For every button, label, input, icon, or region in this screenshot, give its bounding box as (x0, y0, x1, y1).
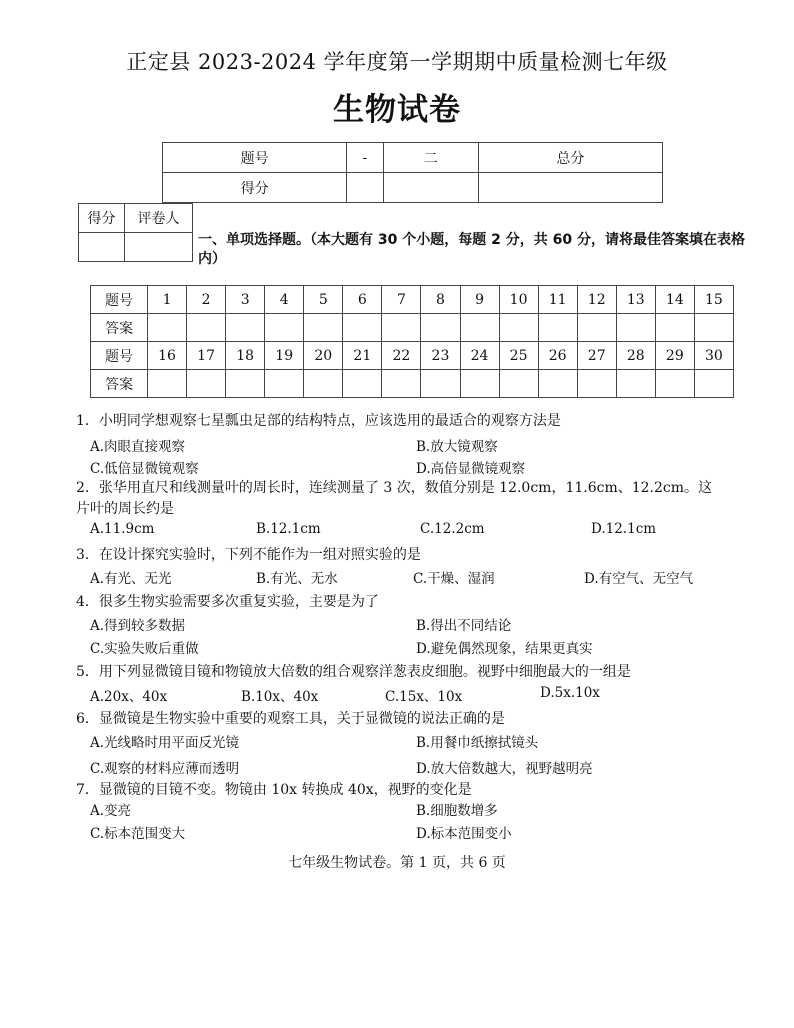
question-number-cell: 12 (577, 286, 616, 314)
answer-number-row (91, 286, 734, 314)
answer-option[interactable]: C.实验失败后重做 (90, 641, 199, 657)
answer-cell[interactable] (616, 314, 655, 342)
question-stem: 3．在设计探究实验时，下列不能作为一组对照实验的是 (76, 547, 421, 563)
question-stem: 6．显微镜是生物实验中重要的观察工具，关于显微镜的说法正确的是 (76, 711, 505, 727)
answer-cell[interactable] (577, 314, 616, 342)
answer-option[interactable]: A.11.9cm (90, 521, 155, 537)
answer-option[interactable]: A.有光、无光 (90, 571, 172, 587)
score-cell: 二 (383, 143, 478, 173)
answer-option[interactable]: A.20x、40x (90, 689, 168, 705)
question-stem: 2．张华用直尺和线测量叶的周长时，连续测量了 3 次，数值分别是 12.0cm，11.6cm、12.2cm。这 (76, 480, 713, 496)
question-number-cell: 16 (148, 342, 187, 370)
answer-option[interactable]: C.标本范围变大 (90, 826, 186, 842)
answer-cell[interactable] (655, 314, 694, 342)
answer-row-label: 题号 (91, 342, 148, 370)
answer-option[interactable]: C.15x、10x (385, 689, 463, 705)
answer-cell[interactable] (694, 314, 733, 342)
question-number-cell: 4 (265, 286, 304, 314)
answer-cell[interactable] (304, 314, 343, 342)
question-number-cell: 1 (148, 286, 187, 314)
question-number-cell: 28 (616, 342, 655, 370)
answer-cell[interactable] (382, 314, 421, 342)
answer-option[interactable]: D.高倍显微镜观察 (416, 461, 526, 477)
question-number-cell: 9 (460, 286, 499, 314)
answer-option[interactable]: C.干燥、湿润 (413, 571, 495, 587)
answer-option[interactable]: D.标本范围变小 (416, 826, 512, 842)
answer-cell[interactable] (148, 314, 187, 342)
score-cell[interactable] (383, 173, 478, 203)
answer-cell[interactable] (382, 370, 421, 398)
answer-cell[interactable] (499, 314, 538, 342)
answer-row-label: 答案 (91, 314, 148, 342)
question-number-cell: 17 (187, 342, 226, 370)
grader-blank-cell[interactable] (79, 233, 125, 262)
question-number-cell: 21 (343, 342, 382, 370)
answer-cell[interactable] (538, 314, 577, 342)
score-header-row (163, 143, 663, 173)
question-number-cell: 23 (421, 342, 460, 370)
answer-number-row (91, 342, 734, 370)
question-number-cell: 18 (226, 342, 265, 370)
answer-cell[interactable] (265, 370, 304, 398)
question-stem: 1．小明同学想观察七星瓢虫足部的结构特点，应该选用的最适合的观察方法是 (76, 413, 561, 429)
answer-row-label: 题号 (91, 286, 148, 314)
answer-option[interactable]: D.避免偶然现象，结果更真实 (416, 641, 593, 657)
answer-option[interactable]: B.用餐巾纸擦拭镜头 (416, 735, 539, 751)
answer-option[interactable]: B.有光、无水 (256, 571, 338, 587)
question-number-cell: 25 (499, 342, 538, 370)
answer-option[interactable]: C.观察的材料应薄而透明 (90, 761, 240, 777)
answer-option[interactable]: D.放大倍数越大，视野越明亮 (416, 761, 593, 777)
question-number-cell: 11 (538, 286, 577, 314)
question-stem: 4．很多生物实验需要多次重复实验，主要是为了 (76, 594, 379, 610)
answer-option[interactable]: A.肉眼直接观察 (90, 439, 186, 455)
question-number-cell: 27 (577, 342, 616, 370)
answer-option[interactable]: B.放大镜观察 (416, 439, 498, 455)
answer-option[interactable]: D.5x.10x (540, 685, 600, 701)
answer-cell[interactable] (538, 370, 577, 398)
answer-option[interactable]: C.低倍显微镜观察 (90, 461, 199, 477)
answer-cell[interactable] (577, 370, 616, 398)
exam-subtitle: 生物试卷 (333, 92, 461, 128)
question-number-cell: 13 (616, 286, 655, 314)
score-cell: 题号 (163, 143, 347, 173)
question-number-cell: 30 (694, 342, 733, 370)
question-number-cell: 6 (343, 286, 382, 314)
grader-label: 得分 (79, 204, 125, 233)
question-number-cell: 20 (304, 342, 343, 370)
exam-title: 正定县 2023-2024 学年度第一学期期中质量检测七年级 (126, 50, 668, 74)
score-cell: - (347, 143, 383, 173)
answer-input-row (91, 314, 734, 342)
question-number-cell: 7 (382, 286, 421, 314)
answer-option[interactable]: A.光线略时用平面反光镜 (90, 735, 240, 751)
question-number-cell: 22 (382, 342, 421, 370)
section-heading: 一、单项选择题。（本大题有 30 个小题，每题 2 分，共 60 分，请将最佳答案填在表格内） (198, 232, 745, 267)
answer-cell[interactable] (343, 370, 382, 398)
question-number-cell: 15 (694, 286, 733, 314)
answer-cell[interactable] (694, 370, 733, 398)
question-number-cell: 10 (499, 286, 538, 314)
answer-grid (90, 285, 734, 398)
grader-label: 评卷人 (124, 204, 192, 233)
answer-row-label: 答案 (91, 370, 148, 398)
answer-cell[interactable] (616, 370, 655, 398)
answer-option[interactable]: B.10x、40x (241, 689, 319, 705)
question-number-cell: 29 (655, 342, 694, 370)
grader-blank-cell[interactable] (124, 233, 192, 262)
score-cell: 得分 (163, 173, 347, 203)
answer-option[interactable]: B.12.1cm (256, 521, 321, 537)
answer-option[interactable]: C.12.2cm (420, 521, 485, 537)
score-value-row (163, 173, 663, 203)
score-cell[interactable] (347, 173, 383, 203)
answer-cell[interactable] (421, 370, 460, 398)
question-number-cell: 14 (655, 286, 694, 314)
question-number-cell: 8 (421, 286, 460, 314)
answer-cell[interactable] (343, 314, 382, 342)
answer-cell[interactable] (187, 370, 226, 398)
question-stem: 7．显微镜的目镜不变。物镜由 10x 转换成 40x，视野的变化是 (76, 782, 472, 798)
answer-cell[interactable] (226, 314, 265, 342)
page-footer: 七年级生物试卷。第 1 页，共 6 页 (288, 855, 506, 871)
answer-cell[interactable] (460, 314, 499, 342)
question-number-cell: 3 (226, 286, 265, 314)
question-stem: 片叶的周长约是 (76, 501, 174, 517)
question-number-cell: 19 (265, 342, 304, 370)
answer-option[interactable]: B.细胞数增多 (416, 803, 498, 819)
question-number-cell: 24 (460, 342, 499, 370)
answer-cell[interactable] (460, 370, 499, 398)
answer-cell[interactable] (655, 370, 694, 398)
answer-option[interactable]: A.变亮 (90, 803, 132, 819)
answer-cell[interactable] (148, 370, 187, 398)
question-number-cell: 5 (304, 286, 343, 314)
answer-cell[interactable] (499, 370, 538, 398)
answer-cell[interactable] (421, 314, 460, 342)
answer-cell[interactable] (226, 370, 265, 398)
score-summary-table (162, 142, 663, 203)
answer-cell[interactable] (187, 314, 226, 342)
score-cell[interactable] (478, 173, 662, 203)
question-stem: 5．用下列显微镜目镜和物镜放大倍数的组合观察洋葱表皮细胞。视野中细胞最大的一组是 (76, 664, 631, 680)
answer-cell[interactable] (265, 314, 304, 342)
answer-input-row (91, 370, 734, 398)
answer-option[interactable]: B.得出不同结论 (416, 618, 512, 634)
answer-option[interactable]: D.有空气、无空气 (584, 571, 694, 587)
score-cell: 总分 (478, 143, 662, 173)
answer-option[interactable]: A.得到较多数据 (90, 618, 186, 634)
answer-cell[interactable] (304, 370, 343, 398)
question-number-cell: 26 (538, 342, 577, 370)
grader-table (78, 203, 193, 262)
answer-option[interactable]: D.12.1cm (591, 521, 657, 537)
question-number-cell: 2 (187, 286, 226, 314)
